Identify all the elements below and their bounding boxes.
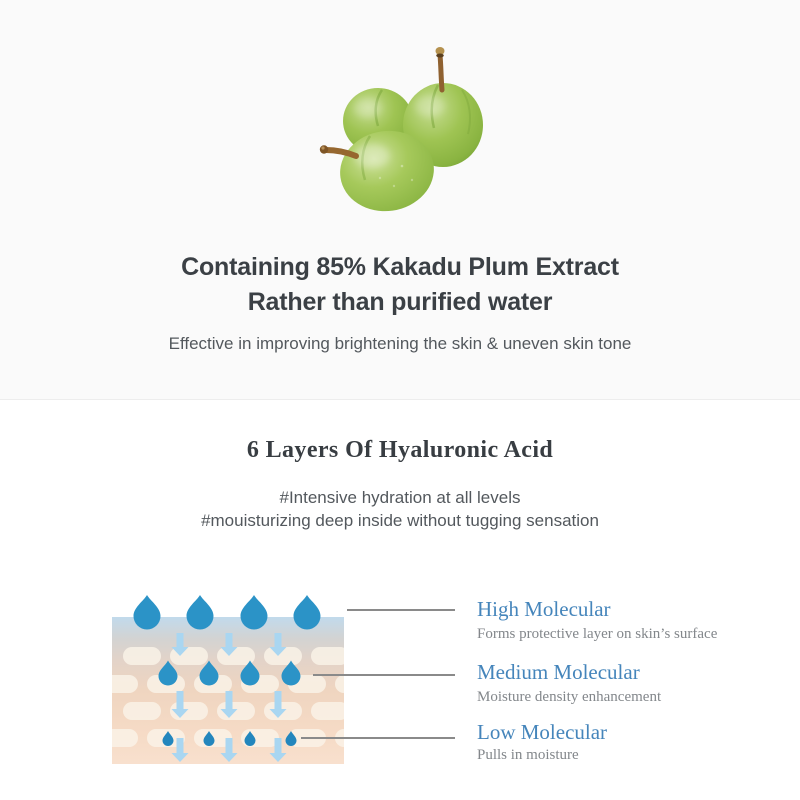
leader-line-medium — [313, 674, 455, 676]
leader-line-low — [301, 737, 455, 739]
hyaluronic-hashtags — [0, 486, 800, 532]
kakadu-heading-line2: Rather than purified water — [247, 288, 553, 316]
hyaluronic-heading: 6 Layers Of Hyaluronic Acid — [246, 437, 554, 463]
hashtag-line1: #Intensive hydration at all levels — [279, 488, 521, 507]
skin-layers-diagram — [112, 588, 344, 766]
label-low-molecular-description: Pulls in moisture — [477, 747, 579, 763]
kakadu-subtext: Effective in improving brightening the skin & uneven skin tone — [168, 334, 632, 353]
label-high-molecular-title: High Molecular — [477, 597, 611, 621]
label-high-molecular-description: Forms protective layer on skin’s surface — [477, 626, 718, 642]
hashtag-line2: #mouisturizing deep inside without tugging sensation — [201, 511, 599, 530]
label-medium-molecular-title: Medium Molecular — [477, 660, 640, 684]
kakadu-heading — [0, 250, 800, 320]
leader-line-high — [347, 609, 455, 611]
kakadu-heading-line1: Containing 85% Kakadu Plum Extract — [181, 253, 619, 281]
label-medium-molecular-description: Moisture density enhancement — [477, 689, 662, 705]
label-low-molecular-title: Low Molecular — [477, 720, 608, 744]
kakadu-plums-image — [310, 38, 490, 218]
hyaluronic-acid-section — [0, 401, 800, 800]
